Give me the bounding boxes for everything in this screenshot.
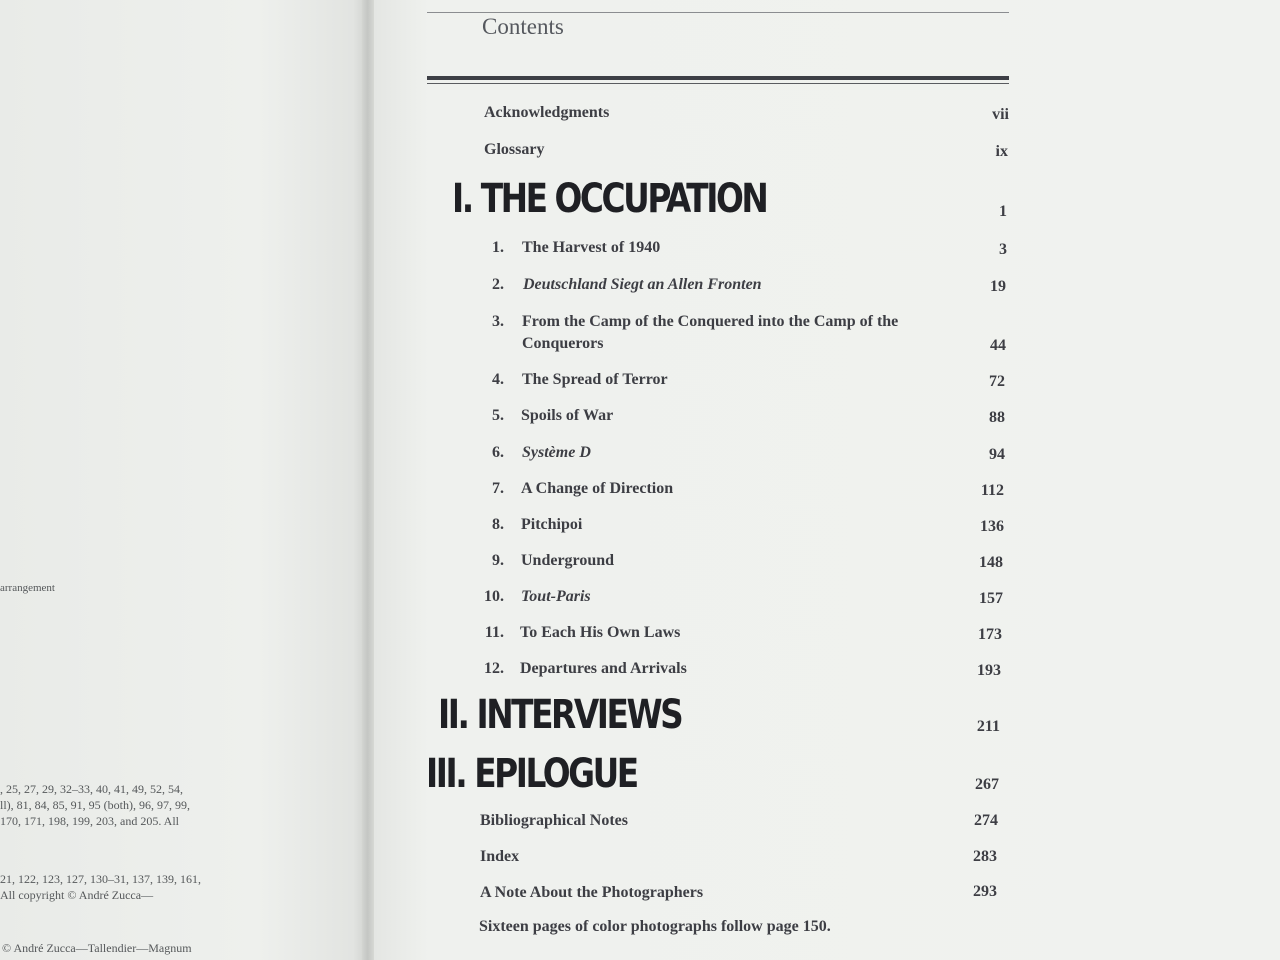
left-bottom-credit: © André Zucca—Tallendier—Magnum (2, 941, 192, 955)
left-fragment-arrangement: arrangement (0, 582, 55, 594)
toc-page-number: 1 (999, 203, 1007, 220)
chapter-title: Tout-Paris (521, 588, 591, 605)
chapter-number: 12. (484, 660, 504, 677)
credits-line: 21, 122, 123, 127, 130–31, 137, 139, 161, (0, 872, 201, 886)
toc-page-number: 19 (990, 278, 1006, 295)
part-heading-epilogue[interactable]: III. EPILOGUE (426, 751, 637, 797)
toc-entry-title: Glossary (484, 141, 545, 158)
chapter-title: Deutschland Siegt an Allen Fronten (523, 276, 762, 293)
toc-page-number: 136 (980, 518, 1004, 535)
chapter-title-continued: Conquerors (522, 335, 604, 352)
toc-entry-title: Index (480, 848, 520, 865)
top-rule (427, 12, 1009, 13)
chapter-title: The Harvest of 1940 (522, 239, 661, 256)
chapter-title: Système D (522, 444, 591, 461)
toc-page-number: 283 (973, 848, 997, 865)
toc-page-number: 267 (975, 776, 999, 793)
toc-page-number: 94 (989, 446, 1005, 463)
toc-page-number: 193 (977, 662, 1001, 679)
toc-page-number: vii (992, 106, 1009, 123)
chapter-title: Underground (521, 552, 615, 569)
part-heading-occupation[interactable]: I. THE OCCUPATION (452, 176, 767, 222)
left-credits-block-1 (0, 781, 190, 829)
credits-line: 170, 171, 198, 199, 203, and 205. All (0, 814, 179, 828)
toc-page-number: 88 (989, 409, 1005, 426)
chapter-number: 5. (492, 407, 504, 424)
toc-page-number: 157 (979, 590, 1003, 607)
credits-line: , 25, 27, 29, 32–33, 40, 41, 49, 52, 54, (0, 782, 183, 796)
footnote-text: Sixteen pages of color photographs follow page 150. (479, 918, 831, 935)
chapter-number: 7. (492, 480, 504, 497)
toc-page-number: ix (995, 143, 1008, 160)
chapter-number: 9. (492, 552, 504, 569)
chapter-title: To Each His Own Laws (520, 624, 681, 641)
toc-entry-title: Acknowledgments (484, 104, 610, 121)
heading-rule-thick (427, 76, 1009, 80)
toc-entry-title: A Note About the Photographers (480, 884, 704, 901)
toc-page-number: 148 (979, 554, 1003, 571)
toc-page-number: 211 (976, 718, 1000, 735)
toc-page-number: 293 (973, 883, 997, 900)
chapter-number: 11. (484, 624, 504, 641)
chapter-number: 10. (484, 588, 504, 605)
chapter-number: 3. (492, 313, 504, 330)
page-title: Contents (482, 14, 564, 39)
toc-entry-title: Bibliographical Notes (480, 812, 629, 829)
chapter-title: Spoils of War (521, 407, 614, 424)
chapter-title: Departures and Arrivals (520, 660, 687, 677)
left-credits-block-2 (0, 871, 201, 903)
chapter-title: From the Camp of the Conquered into the Camp of the (522, 313, 899, 330)
toc-page-number: 112 (980, 482, 1004, 499)
chapter-number: 2. (492, 276, 504, 293)
chapter-number: 6. (492, 444, 504, 461)
heading-rule-thin (427, 83, 1009, 84)
chapter-title: Pitchipoi (521, 516, 583, 533)
toc-page-number: 72 (989, 373, 1005, 390)
chapter-title: The Spread of Terror (522, 371, 668, 388)
chapter-number: 4. (492, 371, 504, 388)
credits-line: All copyright © André Zucca— (0, 888, 154, 902)
toc-page-number: 274 (974, 812, 998, 829)
chapter-title: A Change of Direction (521, 480, 674, 497)
credits-line: ll), 81, 84, 85, 91, 95 (both), 96, 97, 99, (0, 798, 190, 812)
toc-page-number: 173 (978, 626, 1002, 643)
toc-page-number: 3 (999, 241, 1007, 258)
chapter-number: 8. (492, 516, 504, 533)
chapter-number: 1. (492, 239, 504, 256)
toc-page-number: 44 (990, 337, 1006, 354)
part-heading-interviews[interactable]: II. INTERVIEWS (438, 692, 682, 738)
